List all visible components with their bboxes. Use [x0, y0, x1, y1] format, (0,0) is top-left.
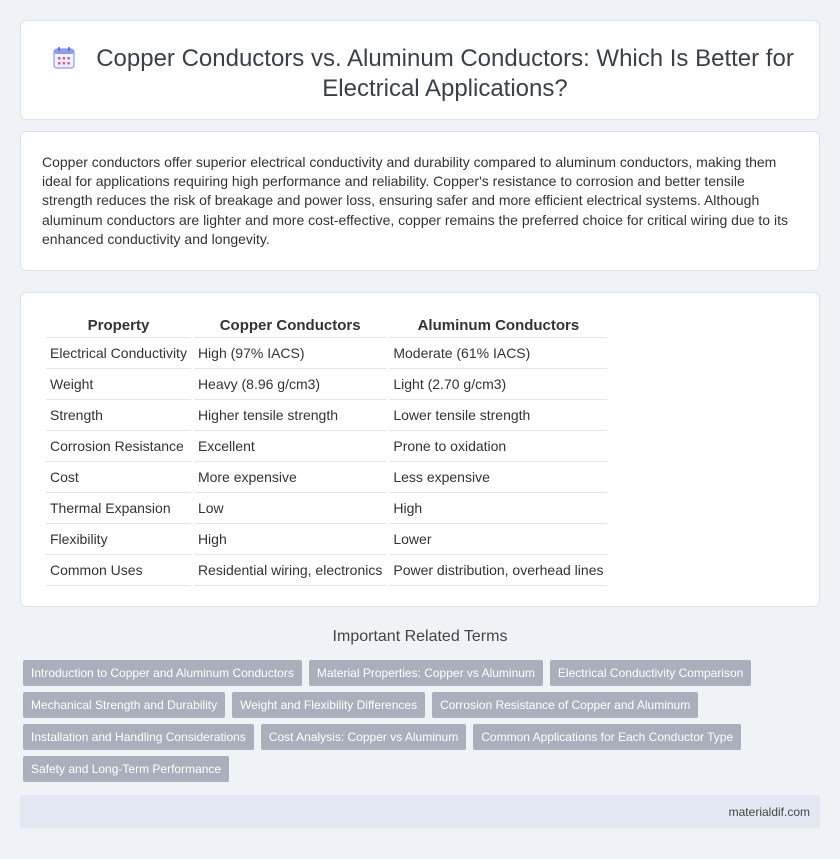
tag-row: [23, 660, 823, 686]
intro-card: [20, 131, 820, 271]
footer-site-name: materialdif.com: [728, 805, 810, 819]
table-cell: Less expensive: [389, 462, 607, 493]
table-cell: Thermal Expansion: [46, 493, 191, 524]
table-cell: Prone to oxidation: [389, 431, 607, 462]
column-header-copper: Copper Conductors: [194, 314, 386, 338]
table-cell: Weight: [46, 369, 191, 400]
table-cell: Low: [194, 493, 386, 524]
table-cell: Higher tensile strength: [194, 400, 386, 431]
tag-link[interactable]: Common Applications for Each Conductor Type: [473, 724, 741, 750]
table-cell: Light (2.70 g/cm3): [389, 369, 607, 400]
header-card: [20, 20, 820, 120]
table-cell: More expensive: [194, 462, 386, 493]
table-row: [46, 524, 607, 555]
table-cell: Heavy (8.96 g/cm3): [194, 369, 386, 400]
table-cell: High: [194, 524, 386, 555]
tag-link[interactable]: Safety and Long-Term Performance: [23, 756, 229, 782]
tag-link[interactable]: Cost Analysis: Copper vs Aluminum: [261, 724, 466, 750]
related-terms-tags: [23, 660, 823, 788]
intro-paragraph: Copper conductors offer superior electrical conductivity and durability compared to aluminum conductors, making them ideal for applications requiring high performance and reliability. Copper's resistance to corrosion and better tensile strength reduces the risk of breakage and power loss, ensuring safer and more efficient electrical systems. Although aluminum conductors are lighter and more cost-effective, copper remains the preferred choice for critical wiring due to its enhanced conductivity and longevity.: [42, 154, 788, 247]
table-cell: High (97% IACS): [194, 338, 386, 369]
related-terms-title: Important Related Terms: [332, 628, 508, 645]
column-header-property: Property: [46, 314, 191, 338]
table-row: [46, 462, 607, 493]
comparison-table: [43, 314, 610, 586]
tag-link[interactable]: Corrosion Resistance of Copper and Aluminum: [432, 692, 698, 718]
tag-row: [23, 692, 823, 718]
tag-row: [23, 724, 823, 750]
tag-link[interactable]: Electrical Conductivity Comparison: [550, 660, 751, 686]
table-row: [46, 493, 607, 524]
table-cell: Cost: [46, 462, 191, 493]
table-cell: Lower tensile strength: [389, 400, 607, 431]
table-row: [46, 338, 607, 369]
table-cell: Residential wiring, electronics: [194, 555, 386, 586]
table-row: [46, 555, 607, 586]
table-row: [46, 400, 607, 431]
table-header-row: [46, 314, 607, 338]
table-cell: Flexibility: [46, 524, 191, 555]
tag-link[interactable]: Installation and Handling Considerations: [23, 724, 254, 750]
tag-link[interactable]: Weight and Flexibility Differences: [232, 692, 425, 718]
table-cell: Excellent: [194, 431, 386, 462]
column-header-aluminum: Aluminum Conductors: [389, 314, 607, 338]
table-cell: Lower: [389, 524, 607, 555]
table-cell: Moderate (61% IACS): [389, 338, 607, 369]
tag-row: [23, 756, 823, 782]
table-cell: Electrical Conductivity: [46, 338, 191, 369]
tag-link[interactable]: Material Properties: Copper vs Aluminum: [309, 660, 543, 686]
footer: [20, 795, 820, 828]
table-cell: Strength: [46, 400, 191, 431]
page-title: Copper Conductors vs. Aluminum Conductors: Which Is Better for Electrical Applications?: [96, 45, 794, 102]
tag-link[interactable]: Introduction to Copper and Aluminum Conductors: [23, 660, 302, 686]
calendar-grid-icon: [53, 47, 75, 69]
table-cell: Common Uses: [46, 555, 191, 586]
table-cell: High: [389, 493, 607, 524]
table-cell: Power distribution, overhead lines: [389, 555, 607, 586]
table-row: [46, 369, 607, 400]
table-row: [46, 431, 607, 462]
comparison-card: [20, 292, 820, 607]
tag-link[interactable]: Mechanical Strength and Durability: [23, 692, 225, 718]
table-cell: Corrosion Resistance: [46, 431, 191, 462]
